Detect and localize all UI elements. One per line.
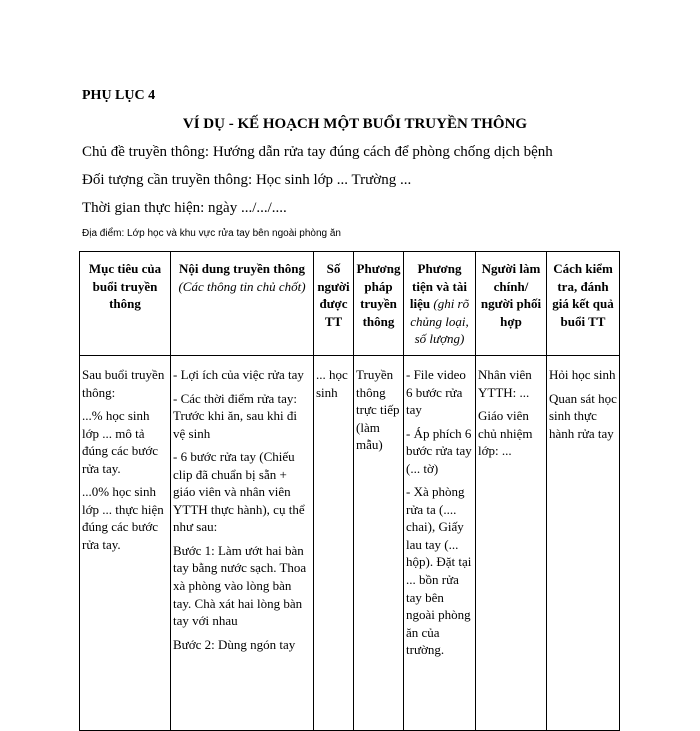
cell-content (171, 356, 314, 731)
header-evaluation: Cách kiểm tra, đánh giá kết quả buổi TT (547, 252, 620, 356)
content-line: - Lợi ích của việc rửa tay (173, 367, 304, 382)
objective-line: Sau buổi truyền thông: (82, 367, 165, 400)
meta-time: Thời gian thực hiện: ngày .../.../.... (82, 200, 287, 216)
content-line: Bước 1: Làm ướt hai bàn tay bằng nước sạch. Thoa xà phòng vào lòng bàn tay. Chà xát hai lòng bàn tay với nhau (173, 542, 307, 629)
materials-line: - Xà phòng rửa ta (.... chai), Giấy lau tay (... hộp). Đặt tại ... bồn rửa tay bên ngoài phòng ăn của trường. (406, 484, 472, 658)
method-line: Truyền thông trực tiếp (làm mẫu) (356, 367, 400, 453)
meta-topic: Chủ đề truyền thông: Hướng dẫn rửa tay đúng cách để phòng chống dịch bệnh (82, 144, 553, 160)
evaluation-line: Quan sát học sinh thực hành rửa tay (549, 390, 617, 441)
meta-location: Địa điểm: Lớp học và khu vực rửa tay bên ngoài phòng ăn (82, 228, 341, 239)
header-method: Phương pháp truyền thông (354, 252, 404, 356)
meta-audience: Đối tượng cần truyền thông: Học sinh lớp ... Trường ... (82, 172, 412, 188)
cell-evaluation (547, 356, 620, 731)
content-line: - Các thời điểm rửa tay: Trước khi ăn, sau khi đi vệ sinh (173, 390, 298, 441)
document-title: VÍ DỤ - KẾ HOẠCH MỘT BUỔI TRUYỀN THÔNG (182, 116, 528, 132)
header-materials: Phương tiện và tài liệu (ghi rõ chủng loại, số lượng) (404, 252, 476, 356)
objective-line: ...% học sinh lớp ... mô tả đúng các bước rửa tay. (82, 408, 159, 476)
responsible-line: Giáo viên chủ nhiệm lớp: ... (478, 408, 533, 459)
content-line: - 6 bước rửa tay (Chiếu clip đã chuẩn bị sẵn + giáo viên và nhân viên YTTH thực hành), cụ thể như sau: (173, 449, 305, 535)
cell-objectives (80, 356, 171, 731)
header-responsible: Người làm chính/ người phối hợp (476, 252, 547, 356)
responsible-line: Nhân viên YTTH: ... (478, 367, 532, 400)
header-objectives: Mục tiêu của buổi truyền thông (80, 252, 171, 356)
cell-responsible (476, 356, 547, 731)
cell-materials (404, 356, 476, 731)
materials-line: - Áp phích 6 bước rửa tay (... tờ) (406, 425, 472, 476)
header-content: Nội dung truyền thông (Các thông tin chủ chốt) (171, 252, 314, 356)
evaluation-line: Hỏi học sinh (549, 367, 616, 382)
plan-table (79, 251, 620, 731)
participants-line: ... học sinh (316, 367, 348, 400)
objective-line: ...0% học sinh lớp ... thực hiện đúng các bước rửa tay. (82, 484, 164, 552)
header-participants: Số người được TT (314, 252, 354, 356)
content-line: Bước 2: Dùng ngón tay (173, 636, 296, 652)
materials-line: - File video 6 bước rửa tay (406, 367, 466, 418)
cell-method (354, 356, 404, 731)
header-materials-sub: (ghi rõ chủng loại, số lượng) (410, 296, 470, 347)
cell-participants (314, 356, 354, 731)
table-row (80, 356, 620, 731)
header-content-sub: (Các thông tin chủ chốt) (178, 278, 306, 294)
appendix-label: PHỤ LỤC 4 (82, 88, 156, 103)
table-header-row (80, 252, 620, 356)
